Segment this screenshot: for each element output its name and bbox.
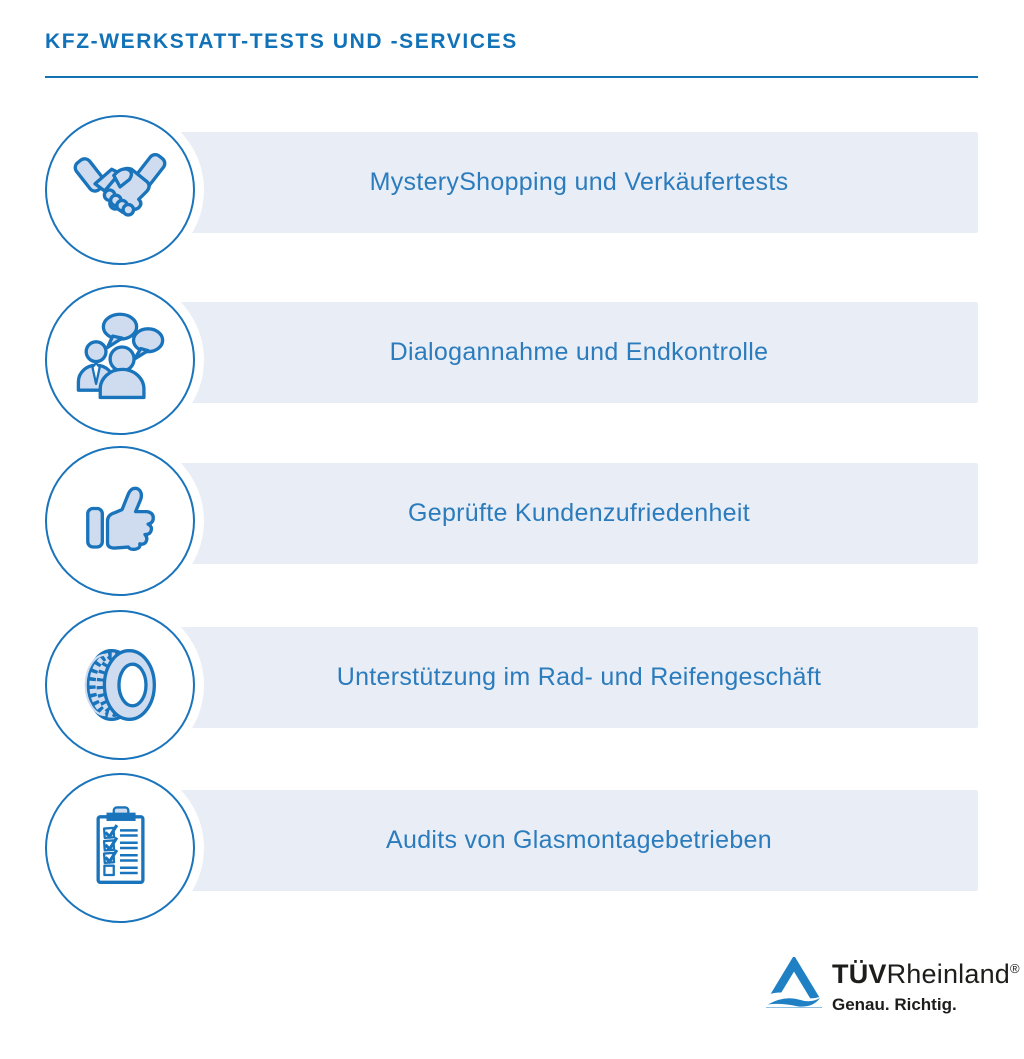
service-label: Geprüfte Kundenzufriedenheit: [408, 499, 750, 527]
logo-brand-tuv: TÜV: [832, 959, 887, 989]
thumbs-up-icon: [68, 469, 172, 573]
service-label: Dialogannahme und Endkontrolle: [389, 338, 769, 366]
page-title: KFZ-WERKSTATT-TESTS UND -SERVICES: [45, 30, 518, 53]
registered-mark: ®: [1010, 961, 1020, 976]
tuv-triangle-icon: [766, 957, 822, 1009]
logo-text-block: [832, 955, 1020, 1015]
logo-tagline: Genau. Richtig.: [832, 995, 957, 1014]
service-bar: [180, 790, 978, 891]
service-bar: [180, 627, 978, 728]
service-bar: [180, 463, 978, 564]
title-underline: [45, 76, 978, 78]
service-bar: [180, 132, 978, 233]
logo-brand-line: [832, 961, 1020, 988]
handshake-icon-circle: [45, 115, 195, 265]
checklist-clipboard-icon: [68, 796, 172, 900]
service-label: Audits von Glasmontagebetrieben: [386, 826, 772, 854]
dialog-people-icon: [68, 308, 172, 412]
tire-icon-circle: [45, 610, 195, 760]
service-label: Unterstützung im Rad- und Reifengeschäft: [336, 663, 822, 691]
service-bar: [180, 302, 978, 403]
dialog-people-icon-circle: [45, 285, 195, 435]
thumbs-up-icon-circle: [45, 446, 195, 596]
service-label: MysteryShopping und Verkäufertests: [369, 168, 789, 196]
logo-brand-rheinland: Rheinland: [886, 959, 1011, 989]
tuv-rheinland-logo: [766, 955, 1020, 1015]
tire-icon: [68, 633, 172, 737]
handshake-icon: [68, 138, 172, 242]
checklist-clipboard-icon-circle: [45, 773, 195, 923]
